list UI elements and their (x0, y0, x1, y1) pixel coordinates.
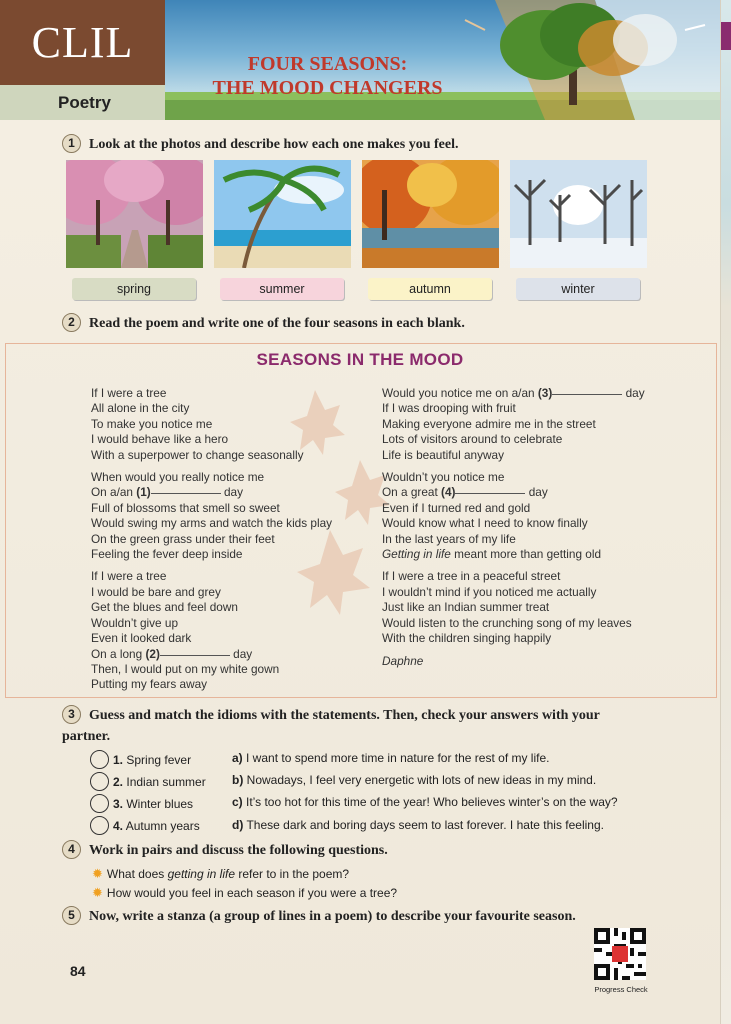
discussion-question (92, 865, 349, 883)
question-4-text: Work in pairs and discuss the following questions. (89, 843, 388, 858)
question-3-number: 3 (62, 705, 81, 724)
poem-text: day (223, 485, 243, 500)
poem-text: On a great (382, 485, 438, 500)
poem-text: day (528, 485, 548, 500)
blank-2[interactable] (160, 655, 230, 656)
poem-line: With the children singing happily (382, 631, 552, 646)
statement-letter: b) (232, 773, 244, 787)
statement-item (232, 791, 618, 813)
poem-line: I would be bare and grey (91, 584, 221, 599)
poem-line: When would you really notice me (91, 470, 265, 485)
poem-line: With a superpower to change seasonally (91, 447, 304, 462)
idiom-item (90, 815, 200, 837)
poem-line: If I were a tree (91, 569, 167, 584)
poem-line: Life is beautiful anyway (382, 447, 504, 462)
question-3 (62, 705, 682, 747)
poem-line: Lots of visitors around to celebrate (382, 432, 563, 447)
discussion-text: What does (106, 867, 168, 881)
question-4-number: 4 (62, 840, 81, 859)
unit-title-line2: THE MOOD CHANGERS (212, 77, 443, 99)
statement-text: These dark and boring days seem to last forever. I hate this feeling. (246, 818, 604, 832)
unit-title-line1: FOUR SEASONS: (247, 53, 408, 75)
poem-author: Daphne (382, 653, 424, 668)
statement-text: I want to spend more time in nature for the rest of my life. (246, 751, 550, 765)
poem-line: All alone in the city (91, 401, 190, 416)
idiom-number: 2. (113, 775, 124, 789)
question-5 (62, 906, 576, 927)
photo-summer (214, 160, 351, 268)
statement-text: Nowadays, I feel very energetic with lots of new ideas in my mind. (246, 773, 597, 787)
season-label-summer (220, 278, 344, 300)
photo-spring (66, 160, 203, 268)
answer-circle[interactable] (90, 816, 109, 835)
poem-line-with-blank (382, 386, 645, 401)
idiom-label: Winter blues (126, 797, 194, 811)
poem-line: If I were a tree in a peaceful street (382, 569, 561, 584)
header-banner (165, 0, 720, 120)
idiom-label: Indian summer (126, 775, 206, 789)
poem-line-with-blank (382, 485, 645, 500)
idiom-number: 4. (113, 819, 124, 833)
clil-text: CLIL (31, 18, 134, 67)
season-label-autumn (368, 278, 492, 300)
poem-right-column (382, 386, 645, 669)
poem-line: Putting my fears away (91, 677, 208, 692)
season-label-text: summer (259, 282, 305, 296)
poem-stanza (382, 569, 645, 646)
poem-text: On a/an (91, 485, 133, 500)
answer-circle[interactable] (90, 794, 109, 813)
season-label-text: autumn (409, 282, 451, 296)
answer-circle[interactable] (90, 772, 109, 791)
discussion-question (92, 884, 397, 902)
poem-line: Wouldn’t give up (91, 615, 179, 630)
answer-circle[interactable] (90, 750, 109, 769)
qr-label: Progress Check (594, 985, 648, 994)
question-3-text-line2: partner. (62, 729, 111, 744)
discussion-text: refer to in the poem? (235, 867, 350, 881)
season-label-text: winter (561, 282, 595, 296)
poem-line: Full of blossoms that smell so sweet (91, 500, 280, 515)
poem-stanza (382, 386, 645, 463)
idiom-number: 3. (113, 797, 124, 811)
page-number: 84 (70, 963, 86, 979)
poem-line: On the green grass under their feet (91, 531, 275, 546)
statement-item (232, 814, 604, 836)
blank-number: (4) (441, 485, 456, 500)
qr-code[interactable] (594, 928, 646, 980)
adjacent-page-edge (720, 0, 731, 1024)
question-5-text: Now, write a stanza (a group of lines in a poem) to describe your favourite season. (89, 909, 576, 924)
poem-title: SEASONS IN THE MOOD (256, 350, 464, 369)
poem-stanza (91, 386, 332, 463)
idiom-label: Spring fever (126, 753, 192, 767)
poem-stanza (91, 569, 332, 692)
poem-line: Then, I would put on my white gown (91, 661, 280, 676)
poem-line: Would listen to the crunching song of my leaves (382, 615, 632, 630)
poem-text: day (625, 386, 645, 400)
sun-bullet-icon: ✹ (92, 866, 103, 881)
question-1 (62, 134, 458, 155)
season-label-winter (516, 278, 640, 300)
poem-line: Making everyone admire me in the street (382, 416, 596, 431)
poem-line: Even it looked dark (91, 631, 192, 646)
poem-line: Feeling the fever deep inside (91, 547, 243, 562)
statement-letter: c) (232, 795, 243, 809)
question-2-number: 2 (62, 313, 81, 332)
sun-bullet-icon: ✹ (92, 885, 103, 900)
poem-line: Would know what I need to know finally (382, 516, 588, 531)
discussion-text: How would you feel in each season if you were a tree? (106, 886, 398, 900)
blank-4[interactable] (455, 493, 525, 494)
idiom-number: 1. (113, 753, 124, 767)
idiom-item (90, 793, 193, 815)
poem-text: day (233, 646, 253, 661)
poem-line (382, 547, 645, 562)
statement-letter: d) (232, 818, 244, 832)
poem-line: Get the blues and feel down (91, 600, 238, 615)
poem-line: Would swing my arms and watch the kids play (91, 516, 333, 531)
poem-text: On a long (91, 646, 143, 661)
question-5-number: 5 (62, 906, 81, 925)
poem-line: Just like an Indian summer treat (382, 600, 550, 615)
poem-stanza (382, 470, 645, 562)
blank-number: (2) (145, 646, 160, 661)
poem-text: Would you notice me on a/an (382, 386, 535, 400)
poem-line: If I were a tree (91, 386, 167, 400)
poem-text-italic: Getting in life (382, 547, 451, 562)
poem-line: Even if I turned red and gold (382, 500, 531, 515)
season-label-text: spring (116, 282, 152, 296)
statement-text: It’s too hot for this time of the year! Who believes winter’s on the way? (246, 795, 618, 809)
photo-winter (510, 160, 647, 268)
poem-line-with-blank (91, 485, 332, 500)
statement-item (232, 747, 549, 769)
question-1-number: 1 (62, 134, 81, 153)
photo-autumn (362, 160, 499, 268)
poem-left-column (91, 386, 332, 700)
poem-text: meant more than getting old (450, 547, 602, 562)
poem-line: In the last years of my life (382, 531, 516, 546)
blank-number: (1) (136, 485, 151, 500)
season-label-spring (72, 278, 196, 300)
poem-line: Wouldn’t you notice me (382, 470, 505, 485)
poem-line-with-blank (91, 647, 332, 662)
question-3-text-line1: Guess and match the idioms with the statements. Then, check your answers with your (89, 708, 600, 723)
section-label (0, 85, 165, 120)
question-1-text: Look at the photos and describe how each one makes you feel. (89, 137, 459, 152)
poem-line: I wouldn’t mind if you noticed me actually (382, 584, 597, 599)
page-tab (721, 22, 731, 50)
section-text: Poetry (58, 92, 111, 112)
unit-title (195, 52, 460, 100)
poem-stanza (91, 470, 332, 562)
blank-1[interactable] (151, 493, 221, 494)
blank-number: (3) (537, 386, 553, 400)
clil-badge (0, 0, 165, 85)
poem-line: To make you notice me (91, 416, 213, 431)
idiom-item (90, 771, 206, 793)
question-4 (62, 840, 388, 861)
poem-line: If I was drooping with fruit (382, 401, 516, 416)
poem-line: I would behave like a hero (91, 432, 229, 447)
statement-item (232, 769, 596, 791)
idiom-item (90, 749, 191, 771)
question-2 (62, 313, 465, 334)
statement-letter: a) (232, 751, 243, 765)
idiom-label: Autumn years (125, 819, 200, 833)
discussion-text-italic: getting in life (167, 867, 235, 881)
question-2-text: Read the poem and write one of the four seasons in each blank. (89, 316, 465, 331)
blank-3[interactable] (552, 394, 622, 395)
